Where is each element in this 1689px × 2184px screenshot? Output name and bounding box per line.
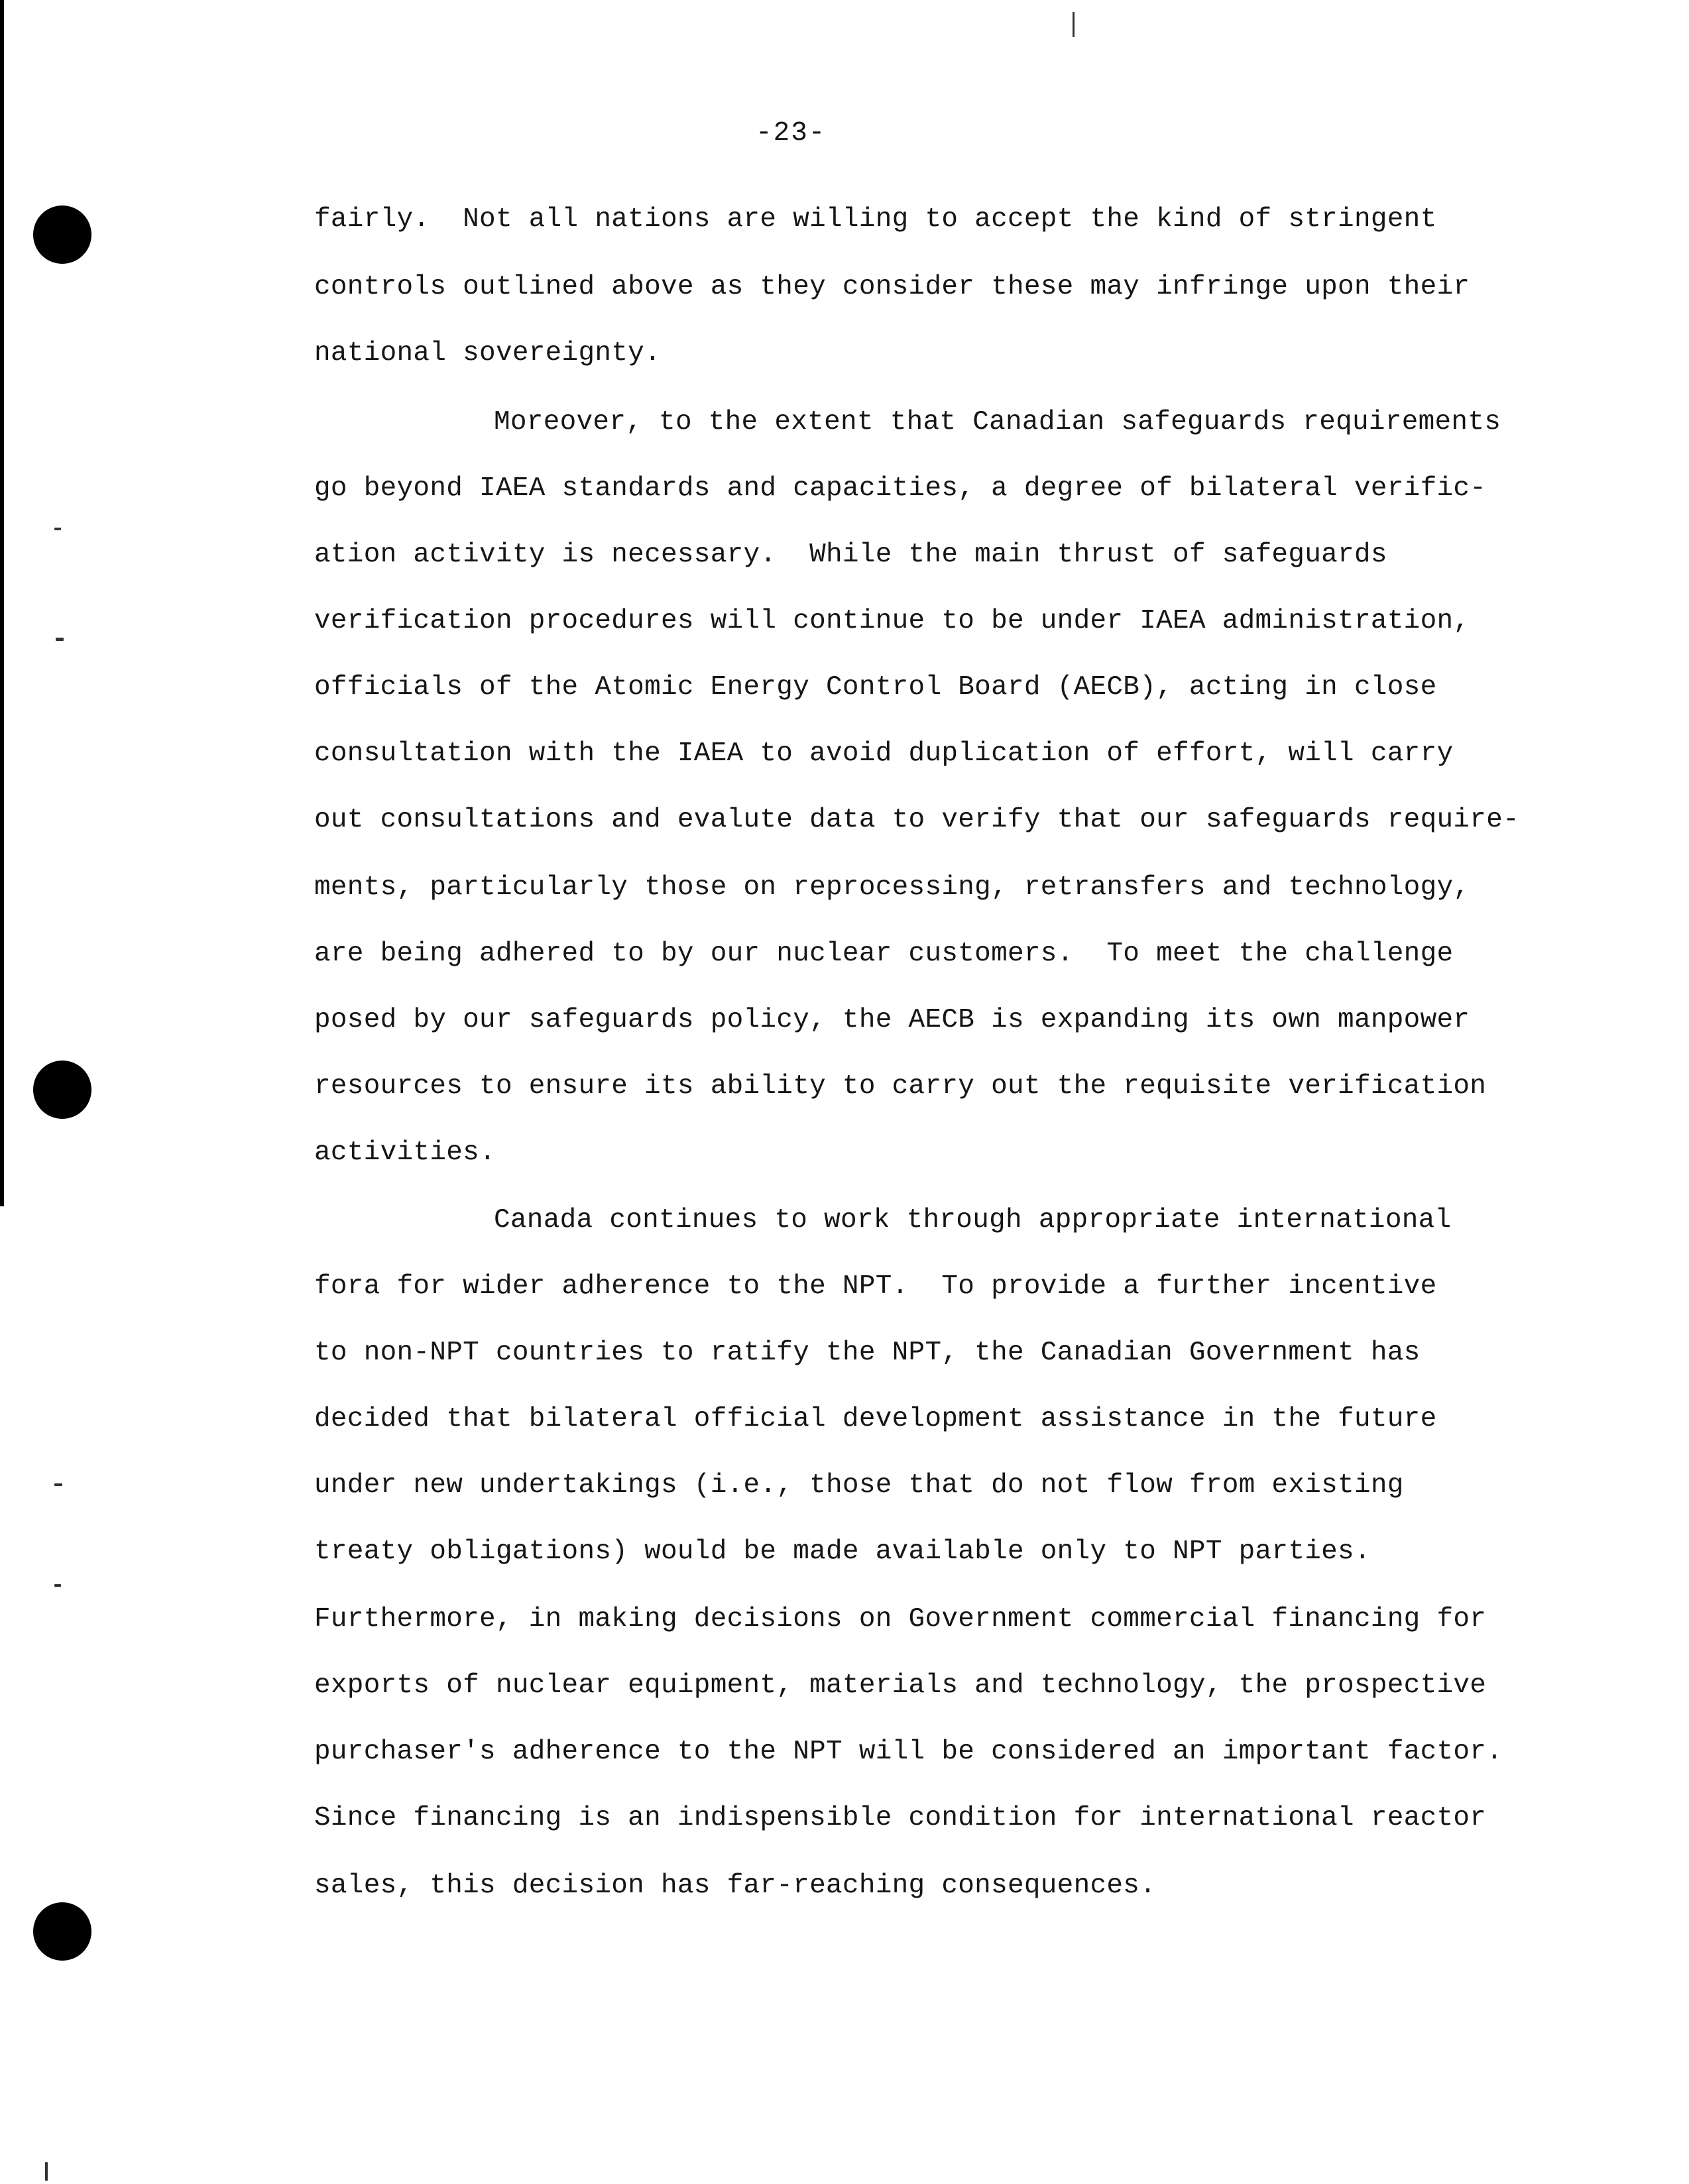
scan-speck	[54, 1584, 61, 1587]
text-line: decided that bilateral official development assistance in the future	[314, 1404, 1437, 1434]
text-line: purchaser's adherence to the NPT will be considered an important factor.	[314, 1737, 1503, 1767]
text-line: out consultations and evalute data to verify that our safeguards require-	[314, 805, 1519, 835]
text-line: ments, particularly those on reprocessing, retransfers and technology,	[314, 872, 1470, 903]
text-line: officials of the Atomic Energy Control Board (AECB), acting in close	[314, 672, 1437, 703]
text-line: controls outlined above as they consider these may infringe upon their	[314, 272, 1470, 302]
scan-speck	[54, 528, 61, 530]
text-line: Canada continues to work through appropriate international	[494, 1205, 1452, 1236]
scan-speck	[45, 2162, 48, 2181]
text-line: to non-NPT countries to ratify the NPT, the Canadian Government has	[314, 1338, 1421, 1368]
text-line: are being adhered to by our nuclear customers. To meet the challenge	[314, 939, 1454, 969]
text-line: posed by our safeguards policy, the AECB is expanding its own manpower	[314, 1005, 1470, 1035]
punch-hole-bottom	[33, 1902, 91, 1961]
text-line: fairly. Not all nations are willing to accept the kind of stringent	[314, 204, 1437, 235]
text-line: verification procedures will continue to be under IAEA administration,	[314, 606, 1470, 636]
text-line: under new undertakings (i.e., those that do not flow from existing	[314, 1470, 1404, 1501]
scan-edge-rule	[0, 0, 4, 1206]
text-line: activities.	[314, 1137, 496, 1168]
scan-speck	[1073, 12, 1075, 37]
page-number: -23-	[756, 118, 827, 148]
text-line: exports of nuclear equipment, materials and technology, the prospective	[314, 1670, 1487, 1701]
text-line: national sovereignty.	[314, 338, 661, 369]
text-line: treaty obligations) would be made available only to NPT parties.	[314, 1536, 1371, 1567]
text-line: go beyond IAEA standards and capacities, a degree of bilateral verific-	[314, 473, 1487, 504]
text-line: sales, this decision has far-reaching consequences.	[314, 1870, 1157, 1901]
text-line: consultation with the IAEA to avoid duplication of effort, will carry	[314, 738, 1454, 769]
text-line: Moreover, to the extent that Canadian safeguards requirements	[494, 407, 1501, 437]
scan-speck	[54, 1483, 62, 1486]
text-line: ation activity is necessary. While the main thrust of safeguards	[314, 540, 1387, 570]
text-line: resources to ensure its ability to carry out the requisite verification	[314, 1071, 1487, 1102]
scan-speck	[56, 638, 64, 641]
punch-hole-middle	[33, 1061, 91, 1119]
text-line: Since financing is an indispensible condition for international reactor	[314, 1803, 1487, 1833]
text-line: fora for wider adherence to the NPT. To provide a further incentive	[314, 1271, 1437, 1302]
text-line: Furthermore, in making decisions on Government commercial financing for	[314, 1604, 1487, 1635]
punch-hole-top	[33, 205, 91, 264]
